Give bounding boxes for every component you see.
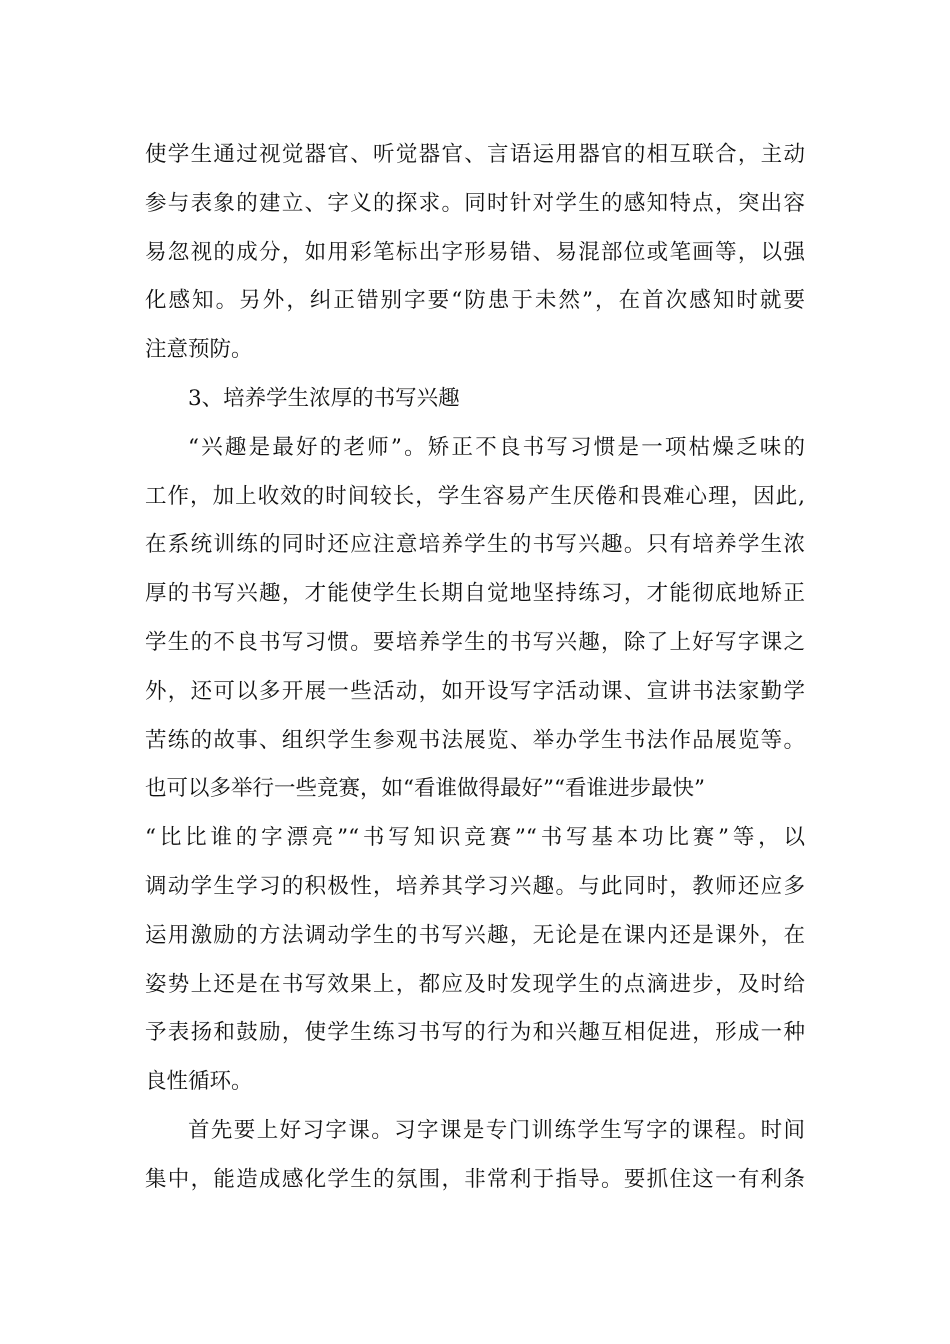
paragraph-line: 集中，能造成感化学生的氛围，非常利于指导。要抓住这一有利条 bbox=[145, 1166, 805, 1192]
paragraph-line: 姿势上还是在书写效果上，都应及时发现学生的点滴进步，及时给 bbox=[145, 971, 805, 997]
paragraph-line: 也可以多举行一些竞赛，如“看谁做得最好”“看谁进步最快” bbox=[145, 776, 705, 802]
paragraph-line: 厚的书写兴趣，才能使学生长期自觉地坚持练习，才能彻底地矫正 bbox=[145, 581, 805, 607]
paragraph-line: 运用激励的方法调动学生的书写兴趣，无论是在课内还是课外，在 bbox=[145, 922, 805, 948]
paragraph-line: “兴趣是最好的老师”。矫正不良书写习惯是一项枯燥乏味的 bbox=[188, 434, 805, 460]
paragraph-line: 首先要上好习字课。习字课是专门训练学生写字的课程。时间 bbox=[188, 1117, 805, 1143]
paragraph-line: 苦练的故事、组织学生参观书法展览、举办学生书法作品展览等。 bbox=[145, 727, 805, 753]
paragraph-line: “比比谁的字漂亮”“书写知识竞赛”“书写基本功比赛”等，以 bbox=[145, 825, 805, 851]
paragraph-line: 工作，加上收效的时间较长，学生容易产生厌倦和畏难心理，因此, bbox=[145, 483, 805, 509]
paragraph-line: 学生的不良书写习惯。要培养学生的书写兴趣，除了上好写字课之 bbox=[145, 629, 805, 655]
paragraph-line: 易忽视的成分，如用彩笔标出字形易错、易混部位或笔画等，以强 bbox=[145, 239, 805, 265]
document-body bbox=[145, 131, 805, 1205]
paragraph-line: 化感知。另外，纠正错别字要“防患于未然”，在首次感知时就要 bbox=[145, 288, 805, 314]
paragraph-line: 参与表象的建立、字义的探求。同时针对学生的感知特点，突出容 bbox=[145, 190, 805, 216]
paragraph-line: 使学生通过视觉器官、听觉器官、言语运用器官的相互联合，主动 bbox=[145, 142, 805, 167]
section-heading: 3、培养学生浓厚的书写兴趣 bbox=[188, 385, 460, 411]
paragraph-line: 在系统训练的同时还应注意培养学生的书写兴趣。只有培养学生浓 bbox=[145, 532, 805, 558]
paragraph-line: 外，还可以多开展一些活动，如开设写字活动课、宣讲书法家勤学 bbox=[145, 678, 805, 704]
paragraph-line: 注意预防。 bbox=[145, 337, 253, 363]
paragraph-line: 调动学生学习的积极性，培养其学习兴趣。与此同时，教师还应多 bbox=[145, 873, 805, 899]
paragraph-line: 予表扬和鼓励，使学生练习书写的行为和兴趣互相促进，形成一种 bbox=[145, 1020, 805, 1046]
paragraph-line: 良性循环。 bbox=[145, 1069, 253, 1095]
